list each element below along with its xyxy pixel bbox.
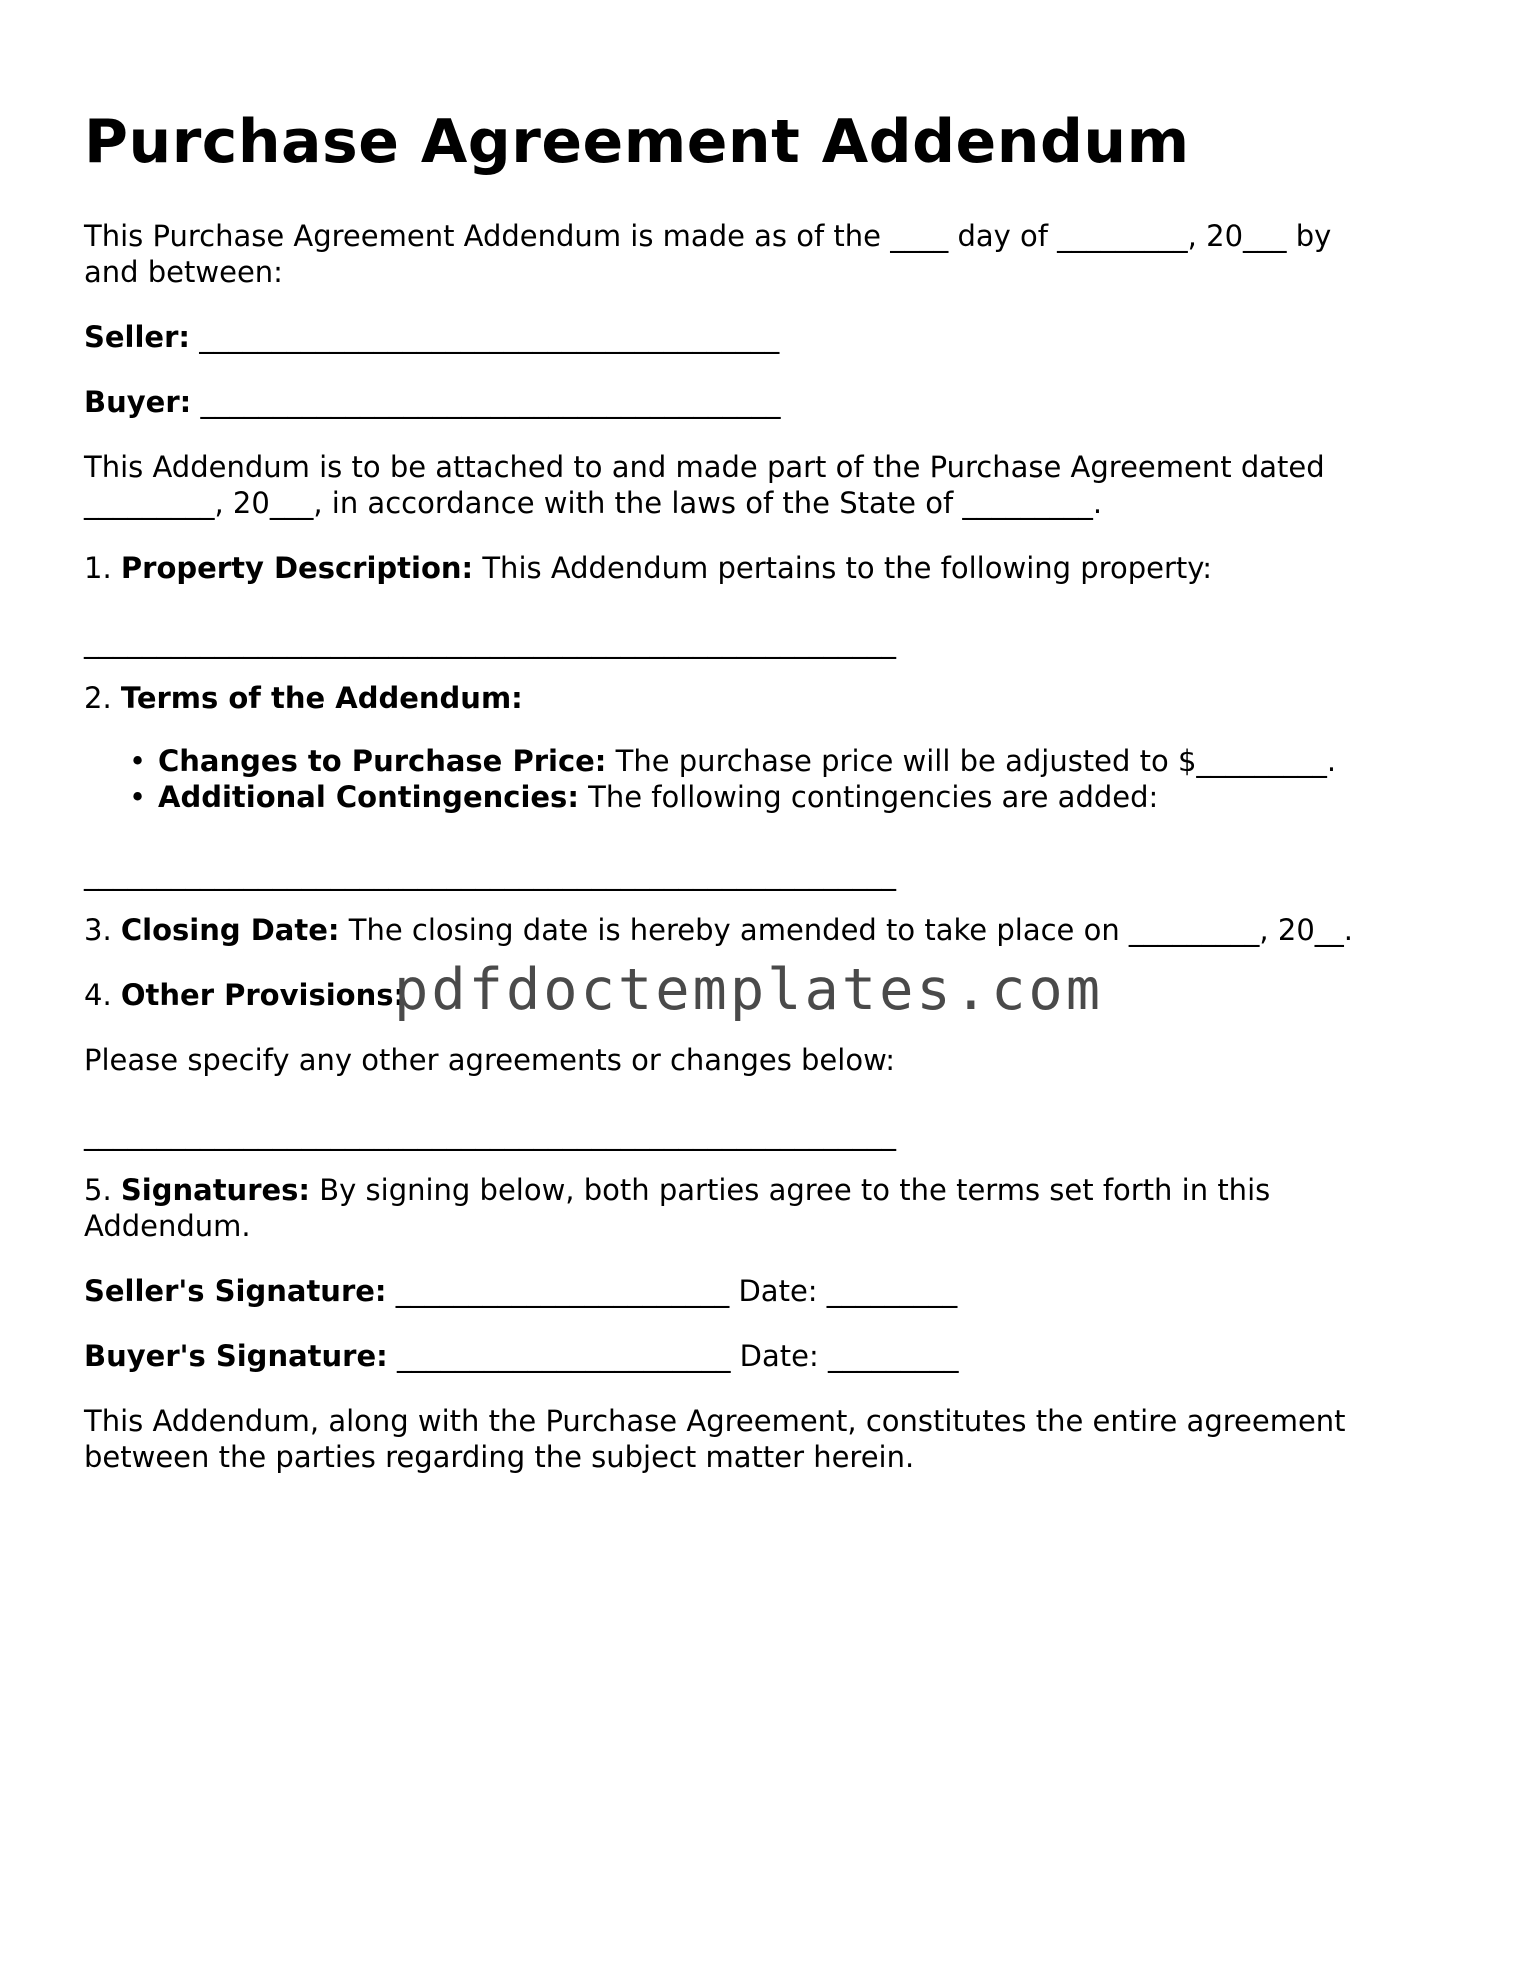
section-2-blank: ________________________________________________________: [84, 857, 896, 891]
section-4-other-provisions: [84, 977, 405, 1013]
section-3-number: 3.: [84, 913, 112, 947]
section-4-number: 4.: [84, 978, 112, 1012]
seller-field: [84, 319, 779, 355]
seller-signature-label: Seller's Signature:: [84, 1274, 387, 1308]
section-2-terms: [84, 680, 523, 716]
closing-line-2: between the parties regarding the subject matter herein.: [84, 1440, 915, 1474]
seller-blank: ________________________________________: [190, 320, 780, 354]
section-5-heading: Signatures:: [120, 1173, 311, 1207]
section-1-property-description: [84, 550, 1212, 586]
section-5-signatures: [84, 1172, 1270, 1208]
section-1-blank: ________________________________________________________: [84, 625, 896, 659]
section-4-text: Please specify any other agreements or changes below:: [84, 1043, 895, 1077]
section-1-text: This Addendum pertains to the following property:: [473, 551, 1213, 585]
section-2-number: 2.: [84, 681, 112, 715]
section-5-text-1: By signing below, both parties agree to the terms set forth in this: [310, 1173, 1271, 1207]
section-4-blank: ________________________________________________________: [84, 1117, 896, 1151]
attach-line-2: _________, 20___, in accordance with the laws of the State of _________.: [84, 486, 1103, 520]
buyer-signature-blank: _______________________ Date: _________: [387, 1339, 959, 1373]
section-3-heading: Closing Date:: [120, 913, 340, 947]
attach-line-1: This Addendum is to be attached to and made part of the Purchase Agreement dated: [84, 450, 1325, 484]
intro-line-2: and between:: [84, 255, 283, 289]
bullet-icon: •: [129, 744, 147, 778]
section-5-text-2: Addendum.: [84, 1209, 251, 1243]
section-3-text: The closing date is hereby amended to take place on _________, 20__.: [339, 913, 1353, 947]
seller-signature-blank: _______________________ Date: _________: [386, 1274, 958, 1308]
section-5-number: 5.: [84, 1173, 112, 1207]
section-3-closing-date: [84, 912, 1353, 948]
bullet-icon: •: [129, 780, 147, 814]
bullet-text: The following contingencies are added:: [578, 780, 1159, 814]
section-2-heading: Terms of the Addendum:: [120, 681, 523, 715]
section-1-heading: Property Description:: [120, 551, 474, 585]
list-item: [84, 779, 1336, 815]
buyer-signature-label: Buyer's Signature:: [84, 1339, 388, 1373]
section-4-heading: Other Provisions:: [120, 978, 406, 1012]
intro-line-1: This Purchase Agreement Addendum is made as of the ____ day of _________, 20___ by: [84, 219, 1332, 253]
seller-signature-line: [84, 1273, 957, 1309]
bullet-heading: Additional Contingencies:: [158, 780, 579, 814]
buyer-signature-line: [84, 1338, 959, 1374]
bullet-text: The purchase price will be adjusted to $_________.: [606, 744, 1337, 778]
list-item: [84, 743, 1336, 779]
buyer-label: Buyer:: [84, 385, 192, 419]
bullet-heading: Changes to Purchase Price:: [158, 744, 607, 778]
page-title: Purchase Agreement Addendum: [84, 107, 1190, 177]
closing-line-1: This Addendum, along with the Purchase Agreement, constitutes the entire agreement: [84, 1404, 1346, 1438]
seller-label: Seller:: [84, 320, 191, 354]
section-1-number: 1.: [84, 551, 112, 585]
buyer-blank: ________________________________________: [191, 385, 781, 419]
watermark-text: pdfdoctemplates.com: [394, 957, 1104, 1023]
terms-bullet-list: [84, 743, 1336, 815]
buyer-field: [84, 384, 780, 420]
